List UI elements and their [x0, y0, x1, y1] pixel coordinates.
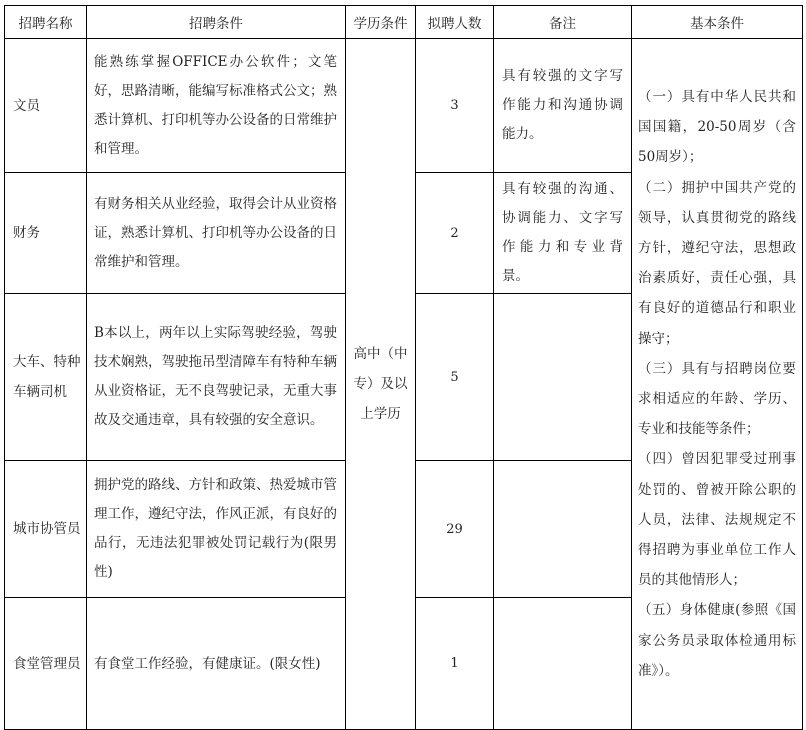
table-row	[5, 39, 803, 173]
remark-cell: 具有较强的沟通、协调能力、文字写作能力和专业背景。	[494, 173, 632, 294]
header-position: 招聘名称	[5, 6, 87, 39]
position-cell: 食堂管理员	[5, 598, 87, 730]
position-cell: 城市协管员	[5, 461, 87, 598]
count-cell: 2	[416, 173, 494, 294]
header-count: 拟聘人数	[416, 6, 494, 39]
remark-cell	[494, 598, 632, 730]
basic-condition-item: （四）曾因犯罪受过刑事处罚的、曾被开除公职的人员，法律、法规规定不得招聘为事业单位工作人员的其他情形人；	[638, 451, 796, 589]
basic-condition-item: （二）拥护中国共产党的领导，认真贯彻党的路线方针，遵纪守法，思想政治素质好，责任心强，具有良好的道德品行和职业操守；	[638, 179, 796, 347]
header-education: 学历条件	[346, 6, 416, 39]
basic-condition-item: （一）具有中华人民共和国国籍，20-50周岁（含50周岁）；	[638, 88, 796, 166]
remark-cell: 具有较强的文字写作能力和沟通协调能力。	[494, 39, 632, 173]
conditions-cell: 有财务相关从业经验，取得会计从业资格证，熟悉计算机、打印机等办公设备的日常维护和管理。	[87, 173, 346, 294]
header-remark: 备注	[494, 6, 632, 39]
conditions-cell: B本以上，两年以上实际驾驶经验，驾驶技术娴熟，驾驶拖吊型清障车有特种车辆从业资格证，无不良驾驶记录，无重大事故及交通违章，具有较强的安全意识。	[87, 294, 346, 461]
remark-cell	[494, 294, 632, 461]
count-cell: 3	[416, 39, 494, 173]
recruitment-table	[4, 5, 803, 730]
header-row	[5, 6, 803, 39]
basic-condition-item: （三）具有与招聘岗位要求相适应的年龄、学历、专业和技能等条件；	[638, 360, 796, 438]
count-cell: 5	[416, 294, 494, 461]
education-text: 高中（中专）及以上学历	[353, 346, 408, 422]
basic-condition-item: （五）身体健康(参照《国家公务员录取体检通用标准》）。	[638, 602, 796, 679]
header-basic: 基本条件	[632, 6, 803, 39]
count-cell: 1	[416, 598, 494, 730]
count-cell: 29	[416, 461, 494, 598]
remark-cell	[494, 461, 632, 598]
header-conditions: 招聘条件	[87, 6, 346, 39]
basic-conditions-cell	[632, 39, 803, 730]
position-cell: 财务	[5, 173, 87, 294]
position-cell: 文员	[5, 39, 87, 173]
conditions-cell: 拥护党的路线、方针和政策、热爱城市管理工作，遵纪守法，作风正派，有良好的品行，无违法犯罪被处罚记载行为(限男性)	[87, 461, 346, 598]
conditions-cell: 有食堂工作经验，有健康证。(限女性)	[87, 598, 346, 730]
education-cell	[346, 39, 416, 730]
conditions-cell: 能熟练掌握OFFICE办公软件；文笔好，思路清晰，能编写标准格式公文；熟悉计算机、打印机等办公设备的日常维护和管理。	[87, 39, 346, 173]
position-cell: 大车、特种车辆司机	[5, 294, 87, 461]
